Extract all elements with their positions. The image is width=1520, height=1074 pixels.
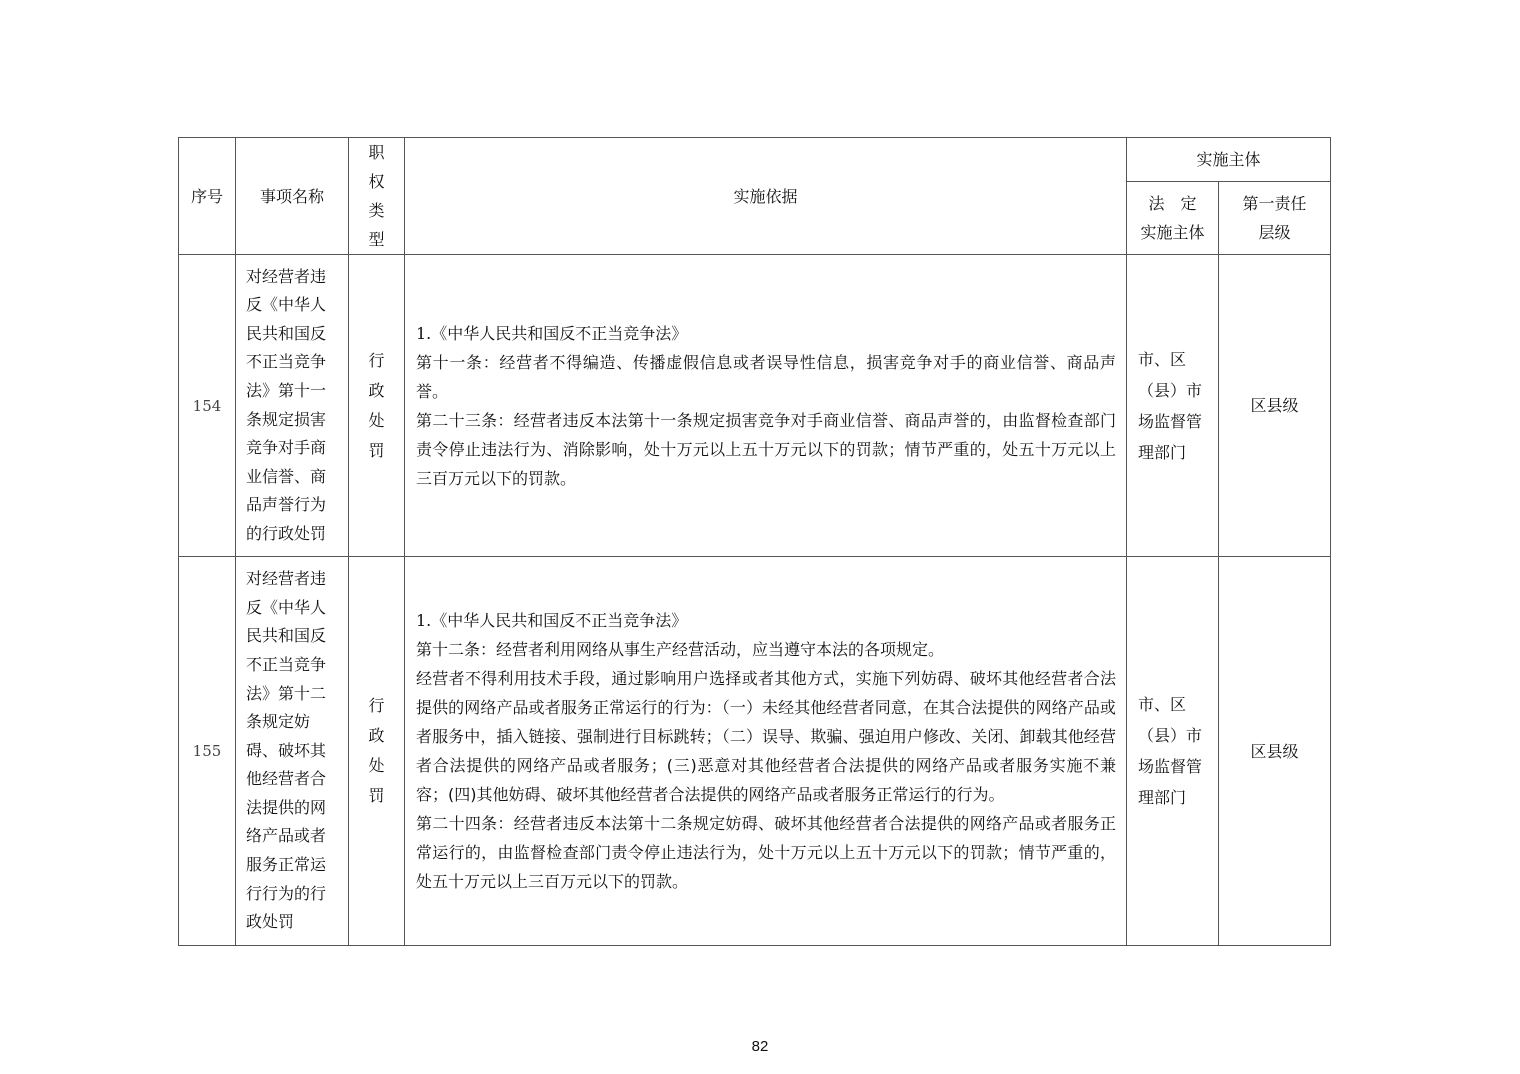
header-subject-group: 实施主体 [1127,138,1331,182]
row-type: 行政处罚 [349,255,405,557]
basis-article: 第二十四条：经营者违反本法第十二条规定妨碍、破坏其他经营者合法提供的网络产品或者服务正常运行的，由监督检查部门责令停止违法行为，处十万元以上五十万元以下的罚款；情节严重的，处五十万元以上三百万元以下的罚款。 [416,814,1116,891]
basis-law-title: 1.《中华人民共和国反不正当竞争法》 [416,611,688,630]
row-basis [405,255,1127,557]
basis-article: 第十二条：经营者利用网络从事生产经营活动，应当遵守本法的各项规定。 [416,640,945,659]
row-level: 区县级 [1219,255,1331,557]
row-legal-subject: 市、区（县）市场监督管理部门 [1127,255,1219,557]
row-type: 行政处罚 [349,557,405,946]
basis-article: 经营者不得利用技术手段，通过影响用户选择或者其他方式，实施下列妨碍、破坏其他经营者合法提供的网络产品或者服务正常运行的行为：（一）未经其他经营者同意，在其合法提供的网络产品或者服务中，插入链接、强制进行目标跳转；（二）误导、欺骗、强迫用户修改、关闭、卸载其他经营者合法提供的网络产品或者服务；(三)恶意对其他经营者合法提供的网络产品或者服务实施不兼容；(四)其他妨碍、破坏其他经营者合法提供的网络产品或者服务正常运行的行为。 [416,669,1116,804]
basis-article: 第二十三条：经营者违反本法第十一条规定损害竞争对手商业信誉、商品声誉的，由监督检查部门责令停止违法行为、消除影响，处十万元以上五十万元以下的罚款；情节严重的，处五十万元以上三百万元以下的罚款。 [416,410,1116,488]
row-basis [405,557,1127,946]
header-name: 事项名称 [236,138,349,255]
enforcement-table [178,137,1331,946]
basis-law-title: 1.《中华人民共和国反不正当竞争法》 [416,323,688,343]
header-legal-subject: 法 定 实施主体 [1127,182,1219,255]
header-level: 第一责任 层级 [1219,182,1331,255]
row-index: 155 [179,557,236,946]
header-type: 职权类型 [349,138,405,255]
basis-article: 第十一条：经营者不得编造、传播虚假信息或者误导性信息，损害竞争对手的商业信誉、商品声誉。 [416,352,1116,401]
row-level: 区县级 [1219,557,1331,946]
row-legal-subject: 市、区（县）市场监督管理部门 [1127,557,1219,946]
header-index: 序号 [179,138,236,255]
table-row [179,557,1331,946]
table-row [179,255,1331,557]
row-name: 对经营者违反《中华人民共和国反不正当竞争法》第十二条规定妨碍、破坏其他经营者合法提供的网络产品或者服务正常运行行为的行政处罚 [236,557,349,946]
row-index: 154 [179,255,236,557]
page-number: 82 [751,1038,769,1055]
row-name: 对经营者违反《中华人民共和国反不正当竞争法》第十一条规定损害竞争对手商业信誉、商品声誉行为的行政处罚 [236,255,349,557]
header-basis: 实施依据 [405,138,1127,255]
